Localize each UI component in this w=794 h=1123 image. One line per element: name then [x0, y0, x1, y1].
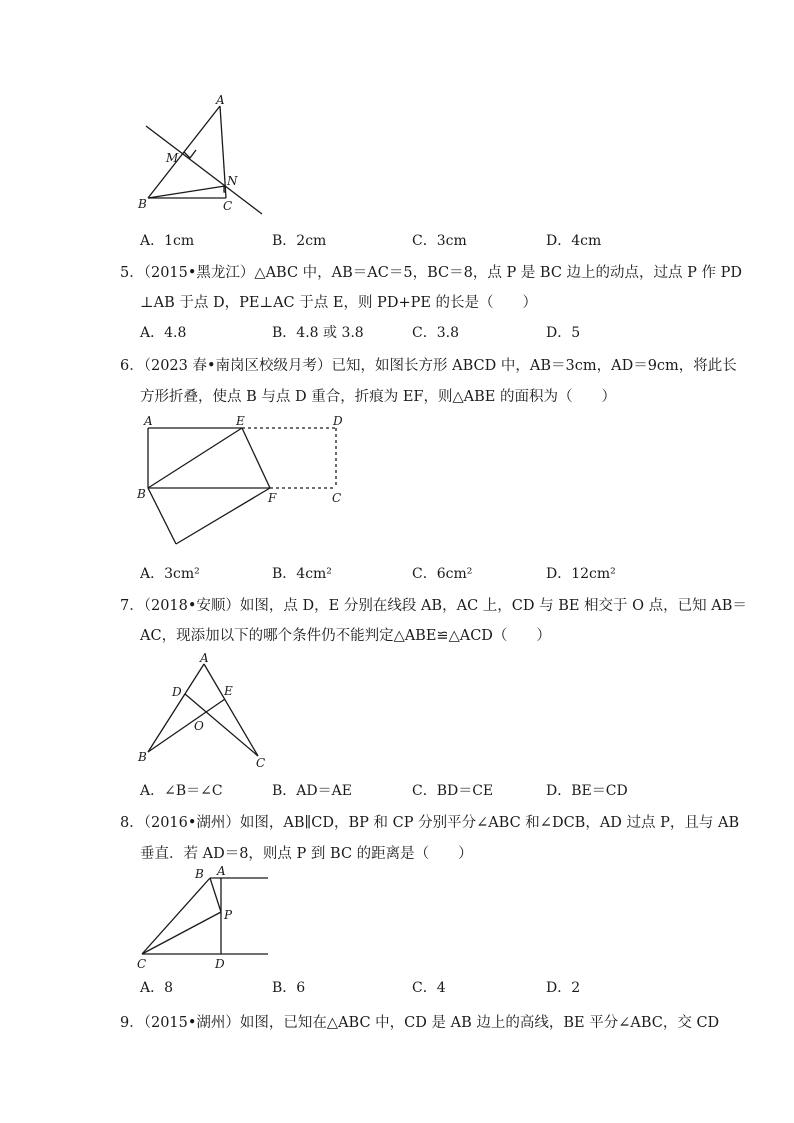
q8-label-b: B [195, 867, 204, 881]
q5-option-d[interactable]: D．5 [546, 325, 581, 341]
q6-label-f: F [268, 491, 277, 505]
q6-segment-be [148, 428, 242, 488]
q7-label-c: C [256, 756, 266, 770]
q6-question-line-2: 方形折叠，使点 B 与点 D 重合，折痕为 EF，则△ABE 的面积为（ ） [140, 389, 616, 405]
q4-figure [130, 92, 280, 222]
q8-segment-cp [142, 912, 221, 954]
q4-label-c: C [223, 199, 233, 213]
q4-option-b[interactable]: B．2cm [272, 233, 327, 249]
q5-question-line-2: ⊥AB 于点 D，PE⊥AC 于点 E，则 PD+PE 的长是（ ） [140, 295, 538, 311]
q8-option-d[interactable]: D．2 [546, 980, 581, 996]
q7-label-b: B [138, 750, 147, 764]
q7-label-o: O [194, 719, 204, 733]
q6-option-b[interactable]: B．4cm² [272, 566, 332, 582]
q8-option-b[interactable]: B．6 [272, 980, 306, 996]
q6-option-c[interactable]: C．6cm² [412, 566, 473, 582]
q8-question-line-1: 8．（2016•湖州）如图，AB∥CD，BP 和 CP 分别平分∠ABC 和∠DCB，AD 过点 P，且与 AB [120, 815, 740, 831]
q4-label-a: A [216, 93, 225, 107]
q8-option-a[interactable]: A．8 [140, 980, 174, 996]
q8-segment-bp [210, 878, 221, 912]
q7-option-d[interactable]: D．BE＝CD [546, 783, 628, 799]
q6-folded-edge-1 [148, 488, 176, 544]
q6-label-c: C [332, 491, 342, 505]
q6-label-e: E [236, 414, 245, 428]
q7-label-e: E [224, 684, 233, 698]
q8-option-c[interactable]: C．4 [412, 980, 446, 996]
q8-figure [132, 862, 282, 974]
q7-label-d: D [172, 685, 182, 699]
q6-question-line-1: 6．（2023 春•南岗区校级月考）已知，如图长方形 ABCD 中，AB＝3cm，AD＝9cm，将此长 [120, 358, 737, 374]
q4-perpendicular-bisector [146, 126, 262, 214]
q7-option-a[interactable]: A．∠B＝∠C [140, 783, 223, 799]
q6-label-b: B [137, 487, 146, 501]
q7-option-c[interactable]: C．BD＝CE [412, 783, 494, 799]
q6-folded-edge-2 [176, 488, 270, 544]
q4-segment-bn [148, 186, 225, 198]
q8-label-a: A [217, 864, 226, 878]
q9-question-line-1: 9．（2015•湖州）如图，已知在△ABC 中，CD 是 AB 边上的高线，BE 平分∠ABC，交 CD [120, 1015, 720, 1031]
q7-question-line-1: 7．（2018•安顺）如图，点 D，E 分别在线段 AB，AC 上，CD 与 BE 相交于 O 点，已知 AB＝ [120, 598, 747, 614]
q5-option-b[interactable]: B．4.8 或 3.8 [272, 325, 364, 341]
q6-label-d: D [333, 414, 343, 428]
q4-label-b: B [138, 197, 147, 211]
q7-label-a: A [200, 651, 209, 665]
q6-label-a: A [144, 414, 153, 428]
q8-question-line-2: 垂直．若 AD＝8，则点 P 到 BC 的距离是（ ） [140, 846, 473, 862]
q7-segment-ac [204, 664, 258, 756]
q8-segment-bc [142, 878, 210, 954]
q4-option-d[interactable]: D．4cm [546, 233, 602, 249]
q6-crease-ef [242, 428, 270, 488]
q8-label-d: D [215, 957, 225, 971]
q6-figure [132, 410, 352, 550]
q6-option-a[interactable]: A．3cm² [140, 566, 200, 582]
q7-segment-be [148, 699, 225, 752]
q4-option-a[interactable]: A．1cm [140, 233, 195, 249]
q5-option-a[interactable]: A．4.8 [140, 325, 187, 341]
q4-label-n: N [227, 174, 238, 188]
q7-segment-ab [148, 664, 204, 752]
q5-question-line-1: 5．（2015•黑龙江）△ABC 中，AB＝AC＝5，BC＝8，点 P 是 BC 边上的动点，过点 P 作 PD [120, 265, 743, 281]
q8-label-p: P [224, 908, 233, 922]
q6-option-d[interactable]: D．12cm² [546, 566, 616, 582]
q7-question-line-2: AC，现添加以下的哪个条件仍不能判定△ABE≌△ACD（ ） [140, 628, 551, 644]
q5-option-c[interactable]: C．3.8 [412, 325, 459, 341]
q7-figure [132, 648, 282, 773]
q8-label-c: C [137, 957, 147, 971]
q7-option-b[interactable]: B．AD＝AE [272, 783, 352, 799]
q4-label-m: M [166, 151, 179, 165]
q4-option-c[interactable]: C．3cm [412, 233, 467, 249]
